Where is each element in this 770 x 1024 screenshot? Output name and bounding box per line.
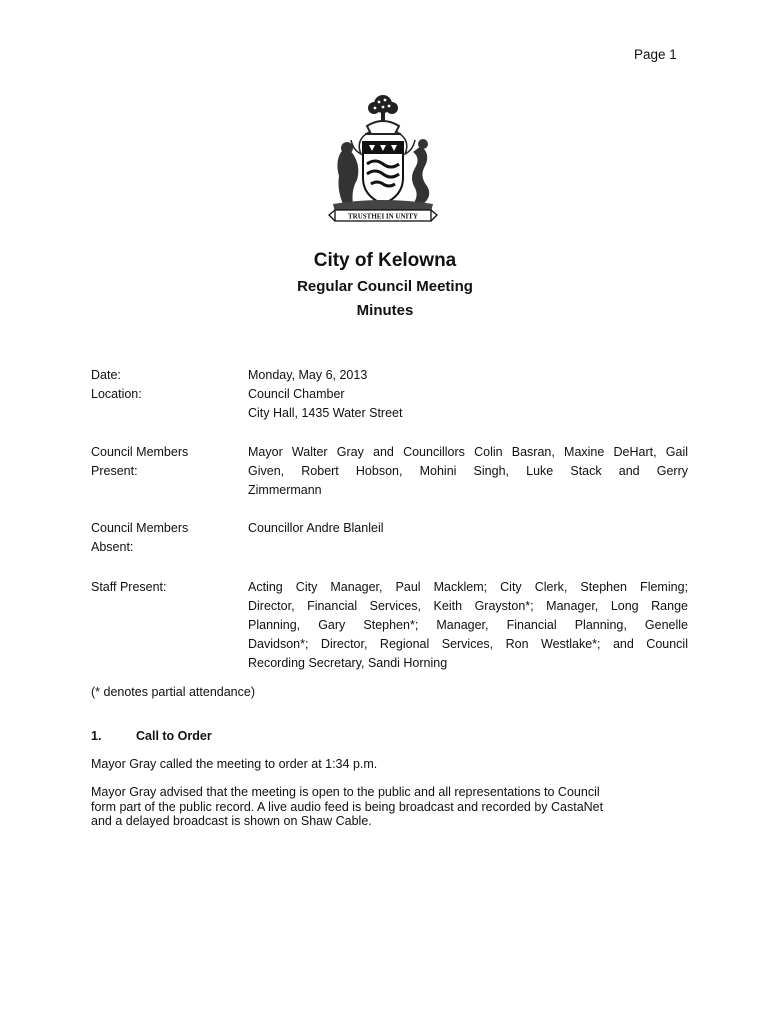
staff-label: Staff Present: — [91, 580, 167, 594]
crest-motto: TRUSTHEI IN UNITY — [347, 212, 419, 221]
staff-line: Recording Secretary, Sandi Horning — [248, 656, 448, 670]
location-line: City Hall, 1435 Water Street — [248, 406, 403, 420]
location-line: Council Chamber — [248, 387, 345, 401]
present-label-line: Council Members — [91, 445, 189, 459]
present-line: Mayor Walter Gray and Councillors Colin Basran, Maxine DeHart, Gail — [248, 445, 688, 459]
paragraph-line: form part of the public record. A live audio feed is being broadcast and recorded by CastaNet — [91, 799, 604, 814]
date-value: Monday, May 6, 2013 — [248, 368, 368, 382]
location-value — [248, 385, 688, 423]
staff-line: Planning, Gary Stephen*; Manager, Financial Planning, Genelle — [248, 618, 688, 632]
present-line: Zimmermann — [248, 483, 322, 497]
present-label-line: Present: — [91, 464, 138, 478]
section-number: 1. — [91, 729, 102, 743]
absent-label-line: Absent: — [91, 540, 134, 554]
absent-label — [91, 519, 188, 557]
paragraph-line: and a delayed broadcast is shown on Shaw Cable. — [91, 814, 372, 828]
public-record-paragraph — [91, 785, 691, 829]
present-value — [248, 443, 688, 500]
paragraph-line: Mayor Gray advised that the meeting is open to the public and all representations to Council — [91, 785, 600, 799]
page-title: City of Kelowna — [313, 250, 457, 271]
staff-line: Director, Financial Services, Keith Grayston*; Manager, Long Range — [248, 599, 688, 613]
section-heading: Call to Order — [136, 729, 212, 743]
meeting-type: Regular Council Meeting — [297, 278, 473, 295]
staff-line: Acting City Manager, Paul Macklem; City Clerk, Stephen Fleming; — [248, 580, 688, 594]
staff-line: Davidson*; Director, Regional Services, Ron Westlake*; and Council — [248, 637, 688, 651]
absent-label-line: Council Members — [91, 521, 189, 535]
page-number: Page 1 — [634, 47, 677, 62]
date-label: Date: — [91, 368, 121, 382]
staff-value — [248, 578, 688, 673]
city-crest-icon — [327, 92, 439, 224]
partial-attendance-note: (* denotes partial attendance) — [91, 685, 255, 699]
document-type: Minutes — [356, 302, 414, 319]
present-line: Given, Robert Hobson, Mohini Singh, Luke Stack and Gerry — [248, 464, 688, 478]
call-to-order-paragraph: Mayor Gray called the meeting to order at 1:34 p.m. — [91, 757, 378, 771]
location-label: Location: — [91, 387, 142, 401]
present-label — [91, 443, 188, 481]
absent-value: Councillor Andre Blanleil — [248, 521, 384, 535]
